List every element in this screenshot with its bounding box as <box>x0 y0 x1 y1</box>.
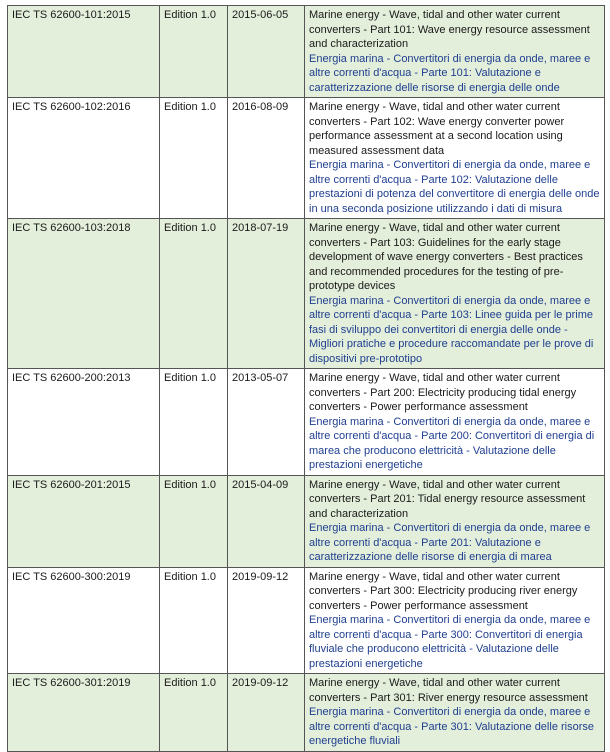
standards-table <box>7 5 605 752</box>
title-english: Marine energy - Wave, tidal and other water current converters - Part 101: Wave energy resource assessment and characterization <box>309 9 590 50</box>
title-italian: Energia marina - Convertitori di energia da onde, maree e altre correnti d'acqua - Parte 200: Convertitori di energia di marea che producono elettricità - Valutazione delle prestazioni energetiche <box>309 415 595 471</box>
title-english: Marine energy - Wave, tidal and other water current converters - Part 201: Tidal energy resource assessment and characterization <box>309 478 586 520</box>
edition: Edition 1.0 <box>160 98 228 219</box>
title-cell <box>305 567 605 674</box>
publication-date: 2019-09-12 <box>228 567 305 674</box>
edition: Edition 1.0 <box>160 475 228 567</box>
edition: Edition 1.0 <box>160 567 228 674</box>
title-italian: Energia marina - Convertitori di energia da onde, maree e altre correnti d'acqua - Parte 102: Valutazione delle prestazioni di potenza del convertitore di energia delle onde in una seconda posizione utilizzando i dati di misura <box>309 159 600 215</box>
edition: Edition 1.0 <box>160 674 228 752</box>
title-cell <box>305 369 605 476</box>
title-english: Marine energy - Wave, tidal and other water current converters - Part 301: River energy resource assessment <box>309 677 588 704</box>
standard-code: IEC TS 62600-301:2019 <box>8 674 160 752</box>
title-italian: Energia marina - Convertitori di energia da onde, maree e altre correnti d'acqua - Parte 201: Valutazione e caratterizzazione delle risorse di energia di marea <box>309 522 591 563</box>
publication-date: 2015-04-09 <box>228 475 305 567</box>
publication-date: 2015-06-05 <box>228 6 305 98</box>
standard-code: IEC TS 62600-103:2018 <box>8 219 160 369</box>
title-cell <box>305 475 605 567</box>
title-cell <box>305 98 605 219</box>
publication-date: 2016-08-09 <box>228 98 305 219</box>
standard-code: IEC TS 62600-201:2015 <box>8 475 160 567</box>
title-cell <box>305 6 605 98</box>
title-italian: Energia marina - Convertitori di energia da onde, maree e altre correnti d'acqua - Parte 301: Valutazione delle risorse energetiche fluviali <box>309 706 594 747</box>
title-english: Marine energy - Wave, tidal and other water current converters - Part 103: Guidelines for the early stage development of wave energy converters - Best practices and recommended procedures for the testing of pre-prototype devices <box>309 222 583 292</box>
standard-code: IEC TS 62600-102:2016 <box>8 98 160 219</box>
publication-date: 2019-09-12 <box>228 674 305 752</box>
title-italian: Energia marina - Convertitori di energia da onde, maree e altre correnti d'acqua - Parte 300: Convertitori di energia fluviale che producono elettricità - Valutazione delle prestazioni energetiche <box>309 614 591 670</box>
table-row <box>8 475 605 567</box>
title-italian: Energia marina - Convertitori di energia da onde, maree e altre correnti d'acqua - Parte 101: Valutazione e caratterizzazione delle risorse di energia delle onde <box>309 52 591 94</box>
title-english: Marine energy - Wave, tidal and other water current converters - Part 102: Wave energy converter power performance assessment at a second location using measured assessment data <box>309 101 565 157</box>
title-english: Marine energy - Wave, tidal and other water current converters - Part 200: Electricity producing tidal energy converters - Power performance assessment <box>309 372 577 413</box>
table-row <box>8 219 605 369</box>
table-row <box>8 6 605 98</box>
standard-code: IEC TS 62600-200:2013 <box>8 369 160 476</box>
title-cell <box>305 674 605 752</box>
publication-date: 2018-07-19 <box>228 219 305 369</box>
table-row <box>8 567 605 674</box>
edition: Edition 1.0 <box>160 6 228 98</box>
table-row <box>8 674 605 752</box>
table-row <box>8 98 605 219</box>
table-row <box>8 369 605 476</box>
title-cell <box>305 219 605 369</box>
edition: Edition 1.0 <box>160 219 228 369</box>
publication-date: 2013-05-07 <box>228 369 305 476</box>
title-english: Marine energy - Wave, tidal and other water current converters - Part 300: Electricity producing river energy converters - Power performance assessment <box>309 570 578 612</box>
standard-code: IEC TS 62600-101:2015 <box>8 6 160 98</box>
standard-code: IEC TS 62600-300:2019 <box>8 567 160 674</box>
edition: Edition 1.0 <box>160 369 228 476</box>
title-italian: Energia marina - Convertitori di energia da onde, maree e altre correnti d'acqua - Parte 103: Linee guida per le prime fasi di sviluppo dei convertitori di energia delle onde - Migliori pratiche e procedure raccomandate per le prove di dispositivi pre-prototipo <box>309 294 594 365</box>
